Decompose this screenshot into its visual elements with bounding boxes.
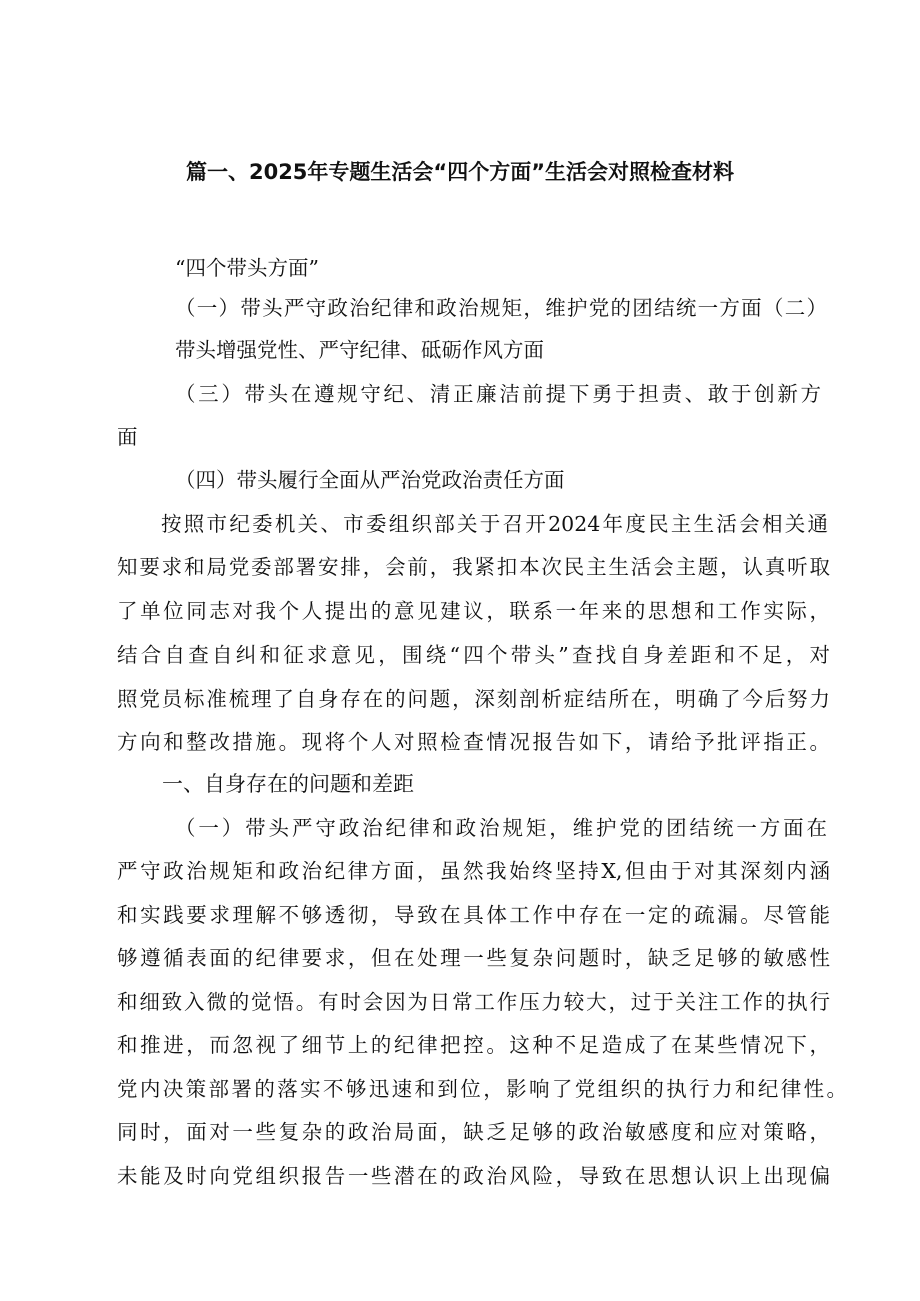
section-line: 未能及时向党组织报告一些潜在的政治风险，导致在思想认识上出现偏 [117,1164,830,1188]
section-heading: 一、自身存在的问题和差距 [162,772,414,796]
section-line: 和推进，而忽视了细节上的纪律把控。这种不足造成了在某些情况下， [117,1033,830,1057]
section-line: 党内决策部署的落实不够迅速和到位，影响了党组织的执行力和纪律性。 [117,1077,847,1101]
section-line: 和细致入微的觉悟。有时会因为日常工作压力较大，过于关注工作的执行 [117,990,830,1014]
section-line: （一）带头严守政治纪律和政治规矩，维护党的团结统一方面在 [175,816,827,840]
paragraph-line: 方向和整改措施。现将个人对照检查情况报告如下，请给予批评指正。 [117,730,830,754]
intro-line: （四）带头履行全面从严治党政治责任方面 [175,468,565,492]
section-line: 和实践要求理解不够透彻，导致在具体工作中存在一定的疏漏。尽管能 [117,903,830,927]
section-line: 严守政治规矩和政治纪律方面，虽然我始终坚持X,但由于对其深刻内涵 [117,859,830,883]
document-title: 篇一、2025年专题生活会“四个方面”生活会对照检查材料 [185,160,735,184]
intro-line: 面 [117,425,138,449]
section-line: 够遵循表面的纪律要求，但在处理一些复杂问题时，缺乏足够的敏感性 [117,946,830,970]
paragraph-line: 按照市纪委机关、市委组织部关于召开2024年度民主生活会相关通 [161,512,828,536]
paragraph-line: 了单位同志对我个人提出的意见建议，联系一年来的思想和工作实际， [117,599,830,623]
intro-line: 带头增强党性、严守纪律、砥砺作风方面 [175,338,544,362]
paragraph-line: 照党员标准梳理了自身存在的问题，深刻剖析症结所在，明确了今后努力 [117,687,830,711]
intro-line: “四个带头方面” [175,256,319,280]
section-line: 同时，面对一些复杂的政治局面，缺乏足够的政治敏感度和应对策略， [117,1120,830,1144]
intro-line: （一）带头严守政治纪律和政治规矩，维护党的团结统一方面（二） [175,296,827,320]
paragraph-line: 知要求和局党委部署安排，会前，我紧扣本次民主生活会主题，认真听取 [117,555,830,579]
intro-line: （三）带头在遵规守纪、清正廉洁前提下勇于担责、敢于创新方 [175,382,821,406]
paragraph-line: 结合自查自纠和征求意见，围绕“四个带头”查找自身差距和不足，对 [117,643,830,667]
